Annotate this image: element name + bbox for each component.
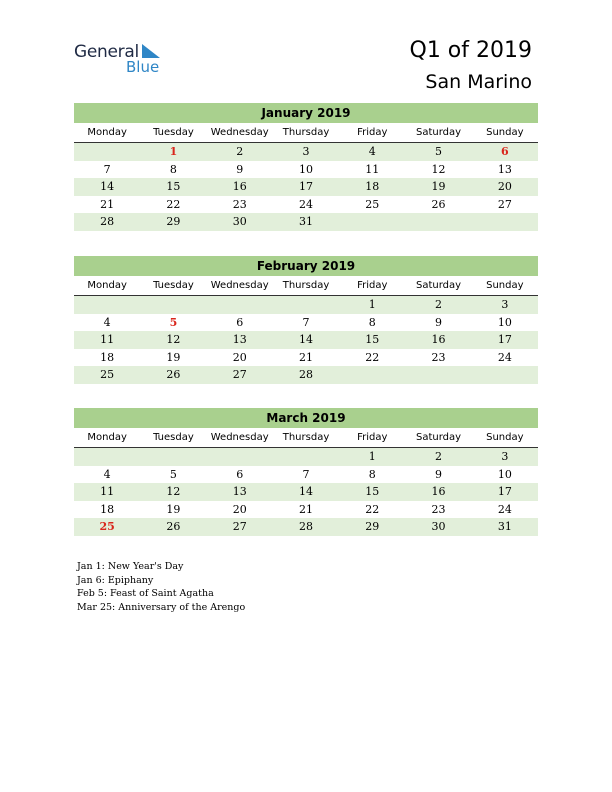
day-cell: 20 (232, 350, 247, 364)
day-cell: 10 (497, 467, 512, 481)
day-cell: 15 (365, 485, 380, 498)
day-cell: 16 (431, 485, 446, 498)
logo (74, 42, 174, 78)
week-row (74, 366, 538, 384)
day-cell: 19 (431, 180, 446, 193)
day-cell: 18 (100, 350, 115, 364)
weekday-label: Sunday (486, 127, 524, 138)
day-cell: 14 (298, 333, 313, 346)
weekday-label: Monday (87, 127, 127, 138)
weekday-header-row (74, 276, 538, 296)
week-row (74, 143, 538, 161)
day-cell: 4 (368, 145, 376, 158)
day-cell (472, 366, 538, 384)
week-row (74, 349, 538, 367)
day-cell: 28 (100, 215, 115, 228)
day-cell (405, 366, 471, 384)
month-march (74, 408, 538, 536)
day-cell: 29 (166, 215, 181, 228)
week-row (74, 178, 538, 196)
week-row (74, 331, 538, 349)
page-title: Q1 of 2019 (409, 38, 532, 63)
weekday-label: Saturday (416, 127, 462, 138)
holiday-note: Jan 1: New Year's Day (77, 561, 184, 572)
day-cell: 2 (435, 450, 443, 463)
day-cell: 13 (497, 162, 512, 176)
day-cell: 13 (232, 333, 247, 346)
day-cell: 6 (501, 145, 509, 158)
week-row (74, 296, 538, 314)
week-row (74, 483, 538, 501)
day-cell: 3 (501, 298, 509, 311)
weekday-label: Saturday (416, 432, 462, 443)
week-row (74, 213, 538, 231)
month-january (74, 103, 538, 231)
day-cell: 3 (302, 145, 310, 158)
day-cell (74, 296, 140, 314)
day-cell: 16 (431, 333, 446, 346)
day-cell: 1 (169, 145, 178, 158)
day-cell: 26 (166, 520, 181, 533)
weekday-label: Thursday (282, 127, 330, 138)
day-cell: 25 (100, 368, 115, 381)
week-row (74, 448, 538, 466)
day-cell: 11 (100, 485, 115, 498)
day-cell: 9 (435, 467, 443, 481)
holiday-notes (77, 560, 245, 614)
day-cell: 23 (431, 350, 446, 364)
day-cell: 8 (169, 162, 177, 176)
day-cell: 2 (236, 145, 244, 158)
day-cell: 3 (501, 450, 509, 463)
day-cell: 24 (298, 197, 313, 211)
week-row (74, 161, 538, 179)
weekday-label: Saturday (416, 280, 462, 291)
day-cell (472, 213, 538, 231)
week-row (74, 501, 538, 519)
week-row (74, 314, 538, 332)
weekday-label: Friday (357, 280, 388, 291)
month-header: February 2019 (74, 256, 538, 276)
day-cell: 10 (298, 162, 313, 176)
day-cell: 27 (232, 520, 247, 533)
day-cell: 21 (100, 197, 115, 211)
day-cell: 12 (166, 333, 181, 346)
day-cell: 20 (497, 180, 512, 193)
day-cell: 15 (365, 333, 380, 346)
day-cell: 31 (497, 520, 512, 533)
day-cell: 23 (232, 197, 247, 211)
day-cell (339, 366, 405, 384)
weekday-header-row (74, 428, 538, 448)
holiday-note: Jan 6: Epiphany (77, 574, 154, 586)
weekday-label: Tuesday (153, 127, 194, 138)
weekday-label: Thursday (282, 280, 330, 291)
day-cell (273, 296, 339, 314)
day-cell: 6 (236, 315, 244, 329)
month-header: March 2019 (74, 408, 538, 428)
weekday-label: Friday (357, 432, 388, 443)
day-cell: 12 (166, 485, 181, 498)
week-row (74, 196, 538, 214)
day-cell (74, 448, 140, 466)
day-cell: 29 (365, 520, 380, 533)
day-cell: 21 (298, 350, 313, 364)
weekday-label: Wednesday (210, 280, 269, 291)
day-cell: 13 (232, 485, 247, 498)
day-cell: 7 (103, 162, 111, 176)
month-february (74, 256, 538, 384)
day-cell: 17 (298, 180, 313, 193)
day-cell: 19 (166, 502, 181, 516)
day-cell (273, 448, 339, 466)
weekday-label: Sunday (486, 432, 524, 443)
day-cell (140, 448, 206, 466)
day-cell: 4 (103, 467, 111, 481)
day-cell: 30 (431, 520, 446, 533)
day-cell: 25 (365, 197, 380, 211)
weekday-label: Sunday (486, 280, 524, 291)
day-cell: 2 (435, 298, 443, 311)
day-cell: 22 (365, 502, 380, 516)
day-cell: 24 (497, 350, 512, 364)
day-cell: 20 (232, 502, 247, 516)
month-header: January 2019 (74, 103, 538, 123)
day-cell: 21 (298, 502, 313, 516)
day-cell: 22 (365, 350, 380, 364)
day-cell: 15 (166, 180, 181, 193)
day-cell (207, 448, 273, 466)
day-cell (140, 296, 206, 314)
day-cell: 26 (431, 197, 446, 211)
day-cell: 19 (166, 350, 181, 364)
country-name: San Marino (425, 71, 532, 93)
day-cell: 9 (435, 315, 443, 329)
day-cell (339, 213, 405, 231)
day-cell: 7 (302, 315, 310, 329)
weekday-label: Monday (87, 280, 127, 291)
weekday-label: Wednesday (210, 432, 269, 443)
day-cell: 24 (497, 502, 512, 516)
day-cell: 30 (232, 215, 247, 228)
day-cell: 22 (166, 197, 181, 211)
day-cell: 23 (431, 502, 446, 516)
day-cell: 28 (298, 368, 313, 381)
day-cell: 16 (232, 180, 247, 193)
day-cell: 1 (368, 298, 376, 311)
week-row (74, 518, 538, 536)
day-cell (74, 143, 140, 161)
day-cell: 31 (298, 215, 313, 228)
day-cell: 5 (169, 315, 178, 329)
logo-blue-text: Blue (126, 58, 160, 76)
logo-general-text: General (74, 42, 139, 62)
day-cell: 5 (435, 145, 443, 158)
holiday-note: Feb 5: Feast of Saint Agatha (77, 588, 214, 599)
weekday-label: Wednesday (210, 127, 269, 138)
day-cell: 8 (368, 467, 376, 481)
day-cell (207, 296, 273, 314)
day-cell: 8 (368, 315, 376, 329)
holiday-note: Mar 25: Anniversary of the Arengo (77, 601, 246, 613)
day-cell: 4 (103, 315, 111, 329)
day-cell: 28 (298, 520, 313, 533)
week-row (74, 466, 538, 484)
day-cell: 14 (298, 485, 313, 498)
day-cell: 17 (497, 485, 512, 498)
weekday-label: Tuesday (153, 432, 194, 443)
day-cell: 12 (431, 162, 446, 176)
day-cell: 18 (365, 180, 380, 193)
day-cell: 25 (99, 520, 115, 533)
weekday-header-row (74, 123, 538, 143)
weekday-label: Tuesday (153, 280, 194, 291)
weekday-label: Monday (87, 432, 127, 443)
day-cell: 7 (302, 467, 310, 481)
day-cell (405, 213, 471, 231)
day-cell: 9 (236, 162, 244, 176)
day-cell: 11 (100, 333, 115, 346)
day-cell: 5 (169, 467, 177, 481)
day-cell: 27 (497, 197, 512, 211)
day-cell: 1 (368, 450, 376, 463)
day-cell: 11 (365, 162, 380, 176)
day-cell: 27 (232, 368, 247, 381)
weekday-label: Friday (357, 127, 388, 138)
day-cell: 18 (100, 502, 115, 516)
day-cell: 14 (100, 180, 115, 193)
day-cell: 10 (497, 315, 512, 329)
day-cell: 17 (497, 333, 512, 346)
weekday-label: Thursday (282, 432, 330, 443)
day-cell: 6 (236, 467, 244, 481)
day-cell: 26 (166, 368, 181, 381)
